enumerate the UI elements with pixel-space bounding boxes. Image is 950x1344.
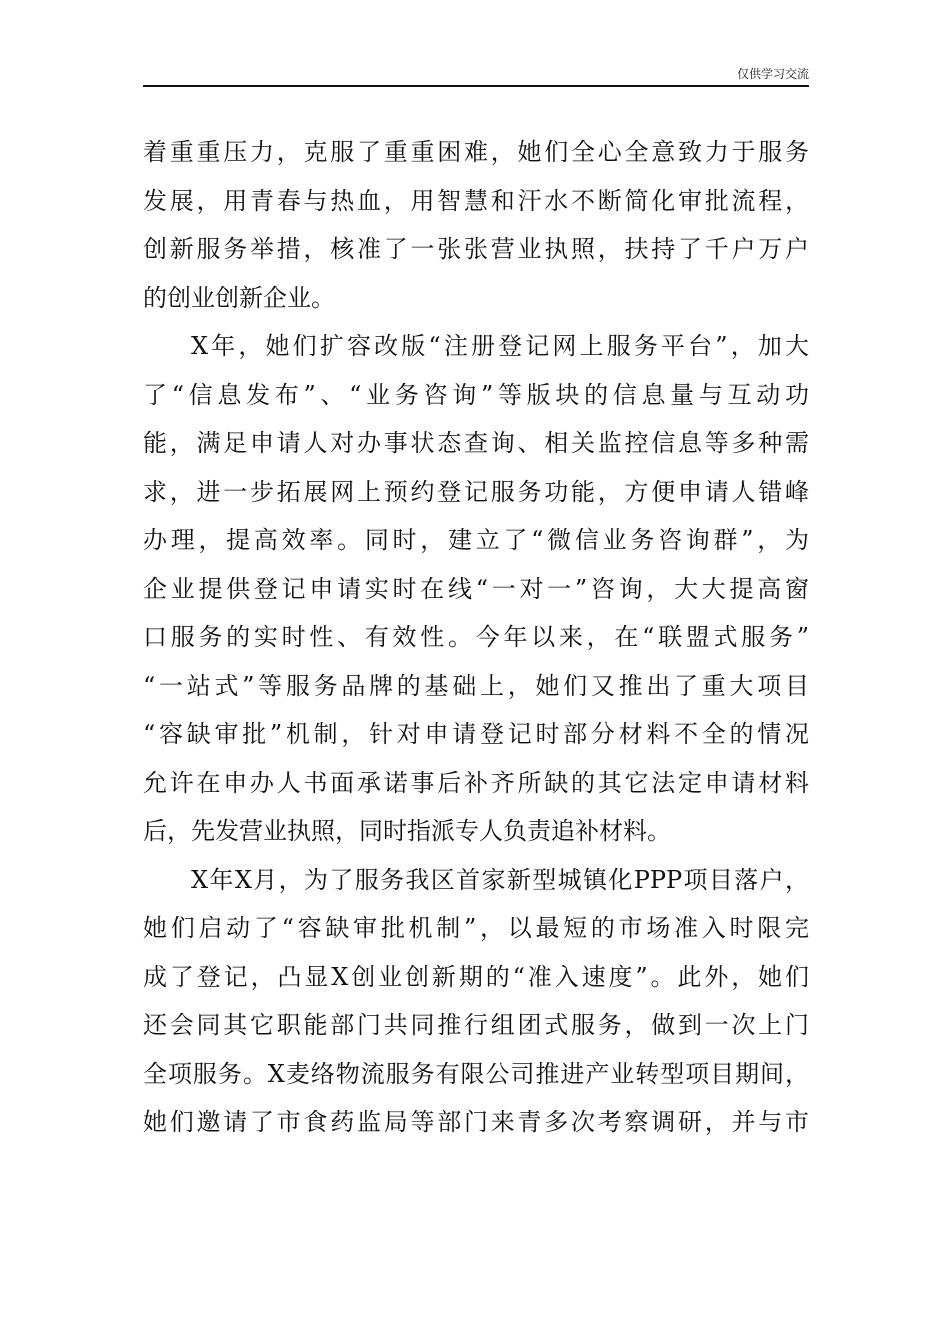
text-line: 了“信息发布”、“业务咨询”等版块的信息量与互动功 — [143, 380, 809, 409]
text-line: 企业提供登记申请实时在线“一对一”咨询，大大提高窗 — [143, 574, 809, 603]
paragraph-3 — [143, 856, 809, 1147]
header-divider — [143, 85, 809, 87]
header-note: 仅供学习交流 — [736, 67, 809, 81]
text-line: 她们启动了“容缺审批机制”，以最短的市场准入时限完 — [143, 914, 809, 942]
text-line: X年，她们扩容改版“注册登记网上服务平台”，加大 — [191, 332, 809, 360]
text-line: 的创业创新企业。 — [143, 283, 335, 312]
paragraph-1 — [143, 128, 809, 322]
text-line: 成了登记，凸显X创业创新期的“准入速度”。此外，她们 — [143, 962, 809, 991]
text-line: 她们邀请了市食药监局等部门来青多次考察调研，并与市 — [143, 1108, 809, 1136]
text-line: 全项服务。X麦络物流服务有限公司推进产业转型项目期间， — [143, 1059, 809, 1088]
text-line: 口服务的实时性、有效性。今年以来，在“联盟式服务” — [143, 623, 809, 651]
text-line: 允许在申办人书面承诺事后补齐所缺的其它法定申请材料 — [143, 768, 809, 797]
text-line: 创新服务举措，核准了一张张营业执照，扶持了千户万户 — [143, 235, 809, 263]
text-line: 求，进一步拓展网上预约登记服务功能，方便申请人错峰 — [143, 477, 809, 506]
paragraph-2 — [143, 322, 809, 856]
text-line: “容缺审批”机制，针对申请登记时部分材料不全的情况 — [143, 720, 809, 748]
document-body — [143, 128, 809, 1147]
page-header — [143, 66, 809, 88]
text-line: 后，先发营业执照，同时指派专人负责追补材料。 — [143, 817, 671, 845]
text-line: 办理，提高效率。同时，建立了“微信业务咨询群”，为 — [143, 526, 809, 554]
text-line: 发展，用青春与热血，用智慧和汗水不断简化审批流程， — [143, 186, 809, 215]
text-line: “一站式”等服务品牌的基础上，她们又推出了重大项目 — [143, 671, 809, 700]
text-line: X年X月，为了服务我区首家新型城镇化PPP项目落户， — [191, 865, 809, 894]
text-line: 能，满足申请人对办事状态查询、相关监控信息等多种需 — [143, 429, 809, 457]
text-line: 还会同其它职能部门共同推行组团式服务，做到一次上门 — [143, 1011, 809, 1039]
text-line: 着重重压力，克服了重重困难，她们全心全意致力于服务 — [143, 138, 809, 166]
